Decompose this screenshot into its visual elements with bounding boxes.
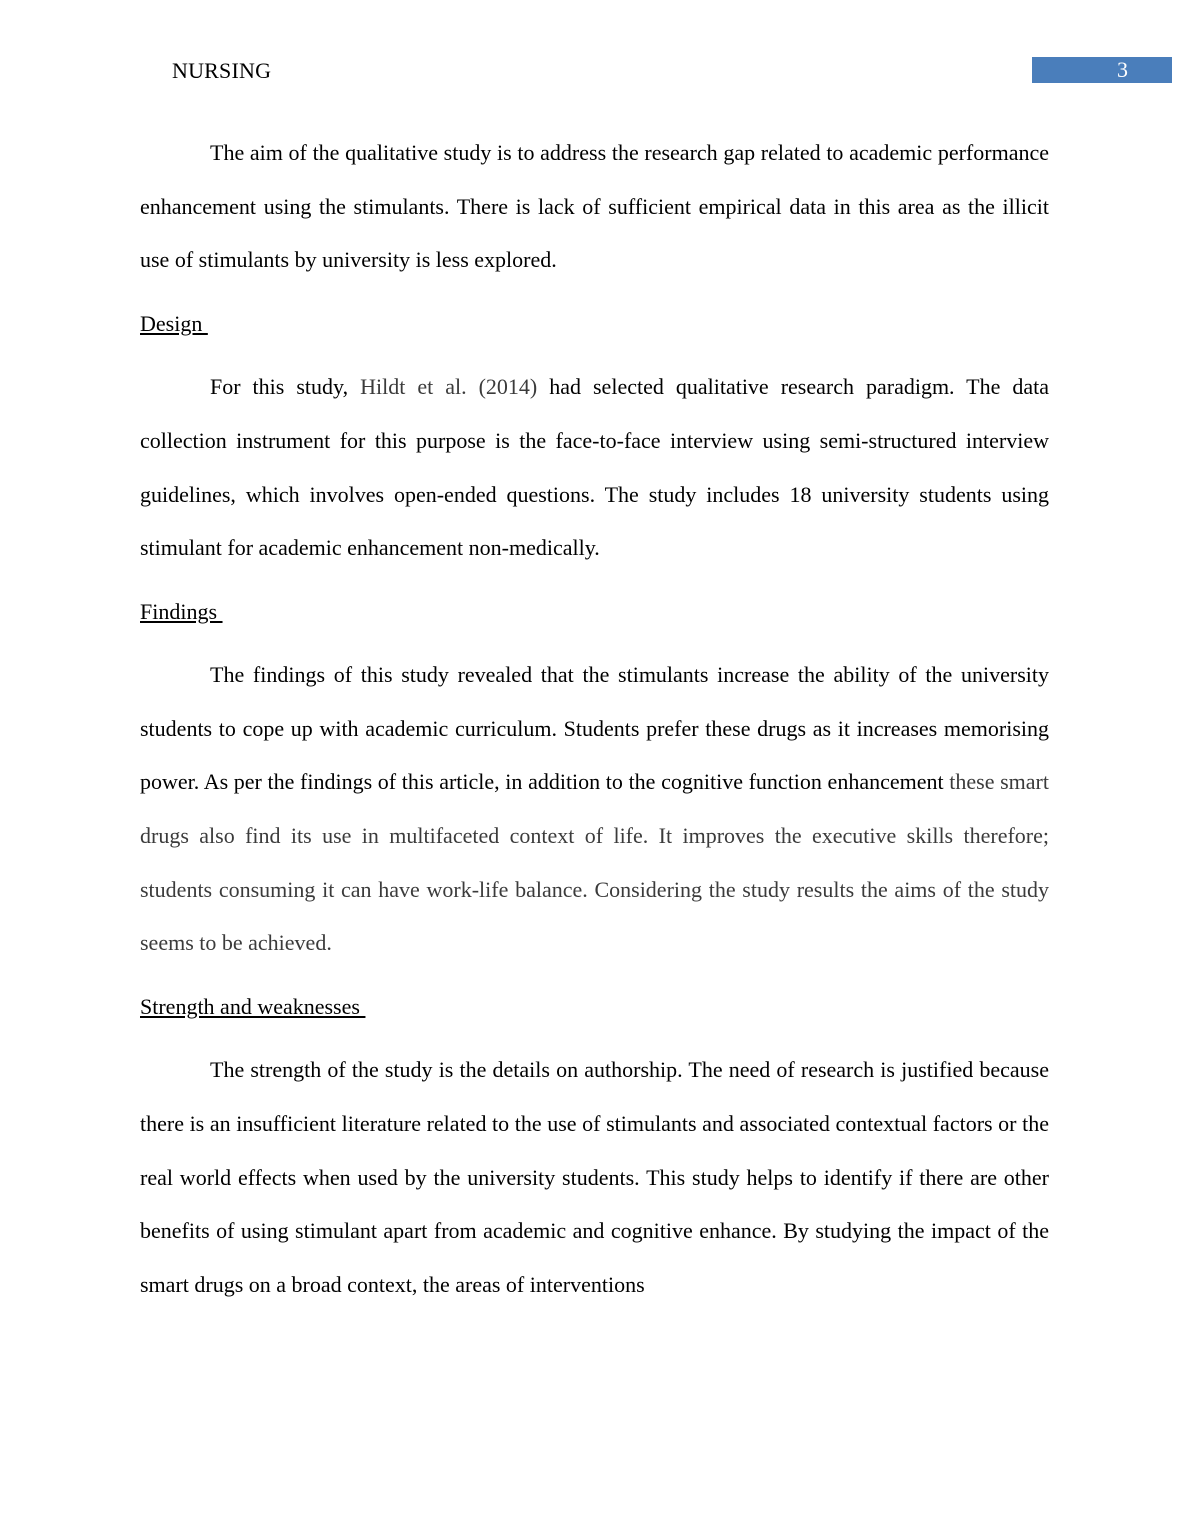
- design-heading-text: Design: [140, 311, 208, 337]
- strength-paragraph: The strength of the study is the details on authorship. The need of research is justified because there is an insufficient literature related to the use of stimulants and associated contextual factors or the real world effects when used by the university students. This study helps to identify if there are other benefits of using stimulant apart from academic and cognitive enhance. By studying the impact of the smart drugs on a broad context, the areas of interventions: [140, 1057, 1049, 1297]
- findings-text-gray: these smart drugs also find its use in multifaceted context of life. It improves the executive skills therefore; students consuming it can have work-life balance. Considering the study results the aims of the study seems to be achieved.: [140, 769, 1049, 956]
- findings-text-main: The findings of this study revealed that the stimulants increase the ability of the university students to cope up with academic curriculum. Students prefer these drugs as it increases memorising power. As per the findings of this article, in addition to the cognitive function enhancement: [140, 661, 1049, 795]
- document-body: [140, 126, 1049, 1312]
- running-header: NURSING: [172, 58, 272, 83]
- design-text-after: had selected qualitative research paradigm. The data collection instrument for this purpose is the face-to-face interview using semi-structured interview guidelines, which involves open-ended questions. The study includes 18 university students using stimulant for academic enhancement non-medically.: [140, 374, 1049, 561]
- design-text-before: For this study,: [210, 374, 361, 400]
- design-paragraph: [140, 360, 1049, 575]
- design-citation: Hildt et al. (2014): [360, 374, 538, 400]
- design-heading: [140, 306, 1049, 341]
- strength-heading-text: Strength and weaknesses: [140, 994, 366, 1020]
- findings-heading-text: Findings: [140, 598, 223, 624]
- strength-heading: [140, 989, 1049, 1024]
- findings-heading: [140, 594, 1049, 629]
- intro-paragraph: The aim of the qualitative study is to address the research gap related to academic performance enhancement using the stimulants. There is lack of sufficient empirical data in this area as the illicit use of stimulants by university is less explored.: [140, 140, 1049, 273]
- findings-paragraph: [140, 648, 1049, 970]
- page-number: 3: [1032, 57, 1172, 83]
